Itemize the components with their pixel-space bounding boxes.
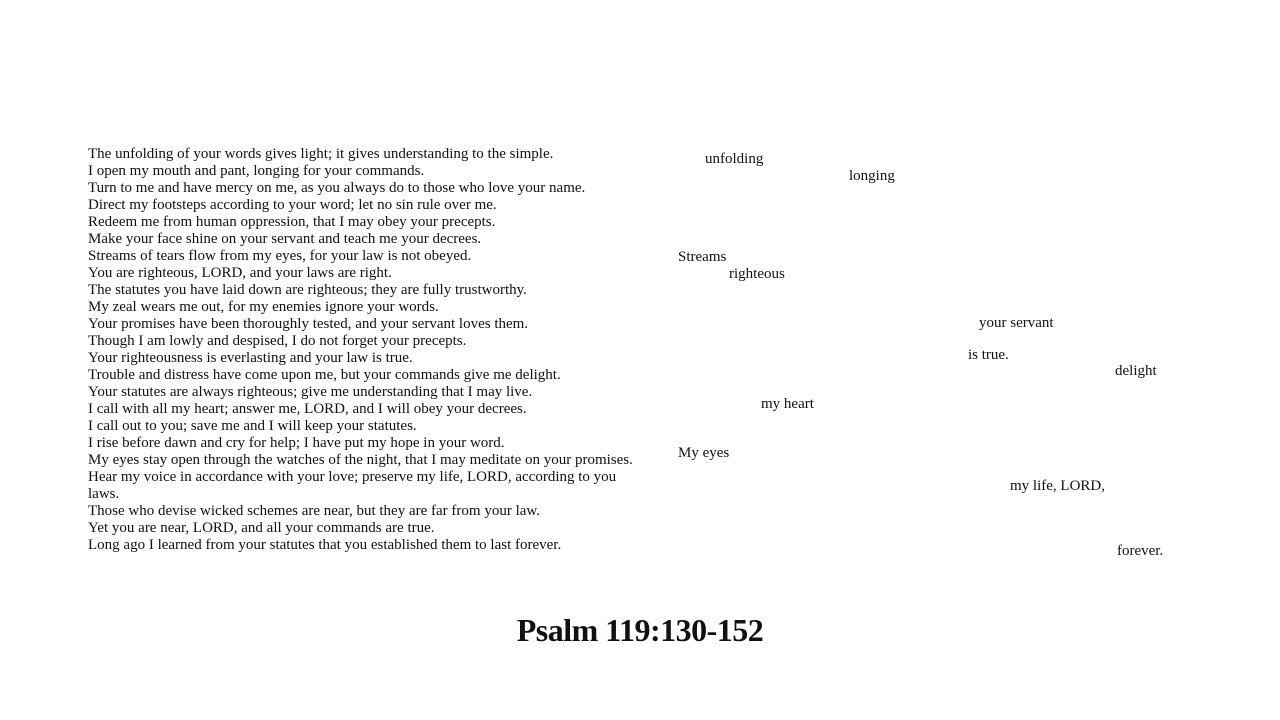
keyword-fragment: longing xyxy=(849,168,895,184)
verse-line: Streams of tears flow from my eyes, for your law is not obeyed. xyxy=(88,248,472,264)
verse-line: I open my mouth and pant, longing for your commands. xyxy=(88,163,425,179)
verse-line: Redeem me from human oppression, that I may obey your precepts. xyxy=(88,214,496,230)
keyword-fragment: righteous xyxy=(729,266,785,282)
keyword-fragment: your servant xyxy=(979,315,1054,331)
verse-line: Yet you are near, LORD, and all your commands are true. xyxy=(88,520,435,536)
keyword-fragment: forever. xyxy=(1117,543,1164,559)
verse-line: Your righteousness is everlasting and your law is true. xyxy=(88,350,413,366)
verse-line: Your promises have been thoroughly tested, and your servant loves them. xyxy=(88,316,529,332)
verse-line: Hear my voice in accordance with your love; preserve my life, LORD, according to you laws. xyxy=(88,469,617,502)
slide-title: Psalm 119:130-152 xyxy=(516,612,764,648)
verse-line: Though I am lowly and despised, I do not forget your precepts. xyxy=(88,333,467,349)
verse-line: Your statutes are always righteous; give me understanding that I may live. xyxy=(88,384,533,400)
verse-line: The statutes you have laid down are righteous; they are fully trustworthy. xyxy=(88,282,527,298)
keyword-fragment: My eyes xyxy=(678,445,730,461)
verse-line: I call with all my heart; answer me, LORD, and I will obey your decrees. xyxy=(88,401,527,417)
keyword-fragment: is true. xyxy=(968,347,1009,363)
verse-list xyxy=(88,146,648,554)
keyword-fragment: delight xyxy=(1115,363,1157,379)
verse-line: I rise before dawn and cry for help; I have put my hope in your word. xyxy=(88,435,505,451)
verse-line: My eyes stay open through the watches of the night, that I may meditate on your promises. xyxy=(88,452,633,468)
verse-line: Long ago I learned from your statutes that you established them to last forever. xyxy=(88,537,562,553)
verse-line: Those who devise wicked schemes are near, but they are far from your law. xyxy=(88,503,540,519)
verse-line: You are righteous, LORD, and your laws are right. xyxy=(88,265,392,281)
keyword-fragment: my heart xyxy=(761,396,814,412)
verse-line: Trouble and distress have come upon me, but your commands give me delight. xyxy=(88,367,561,383)
keyword-fragment: unfolding xyxy=(705,151,764,167)
keyword-fragment: Streams xyxy=(678,249,727,265)
verse-line: Make your face shine on your servant and teach me your decrees. xyxy=(88,231,482,247)
verse-line: Turn to me and have mercy on me, as you always do to those who love your name. xyxy=(88,180,586,196)
verse-line: I call out to you; save me and I will keep your statutes. xyxy=(88,418,417,434)
verse-line: Direct my footsteps according to your word; let no sin rule over me. xyxy=(88,197,497,213)
verse-line: The unfolding of your words gives light; it gives understanding to the simple. xyxy=(88,146,554,162)
keyword-fragment: my life, LORD, xyxy=(1010,478,1105,494)
verse-line: My zeal wears me out, for my enemies ignore your words. xyxy=(88,299,439,315)
